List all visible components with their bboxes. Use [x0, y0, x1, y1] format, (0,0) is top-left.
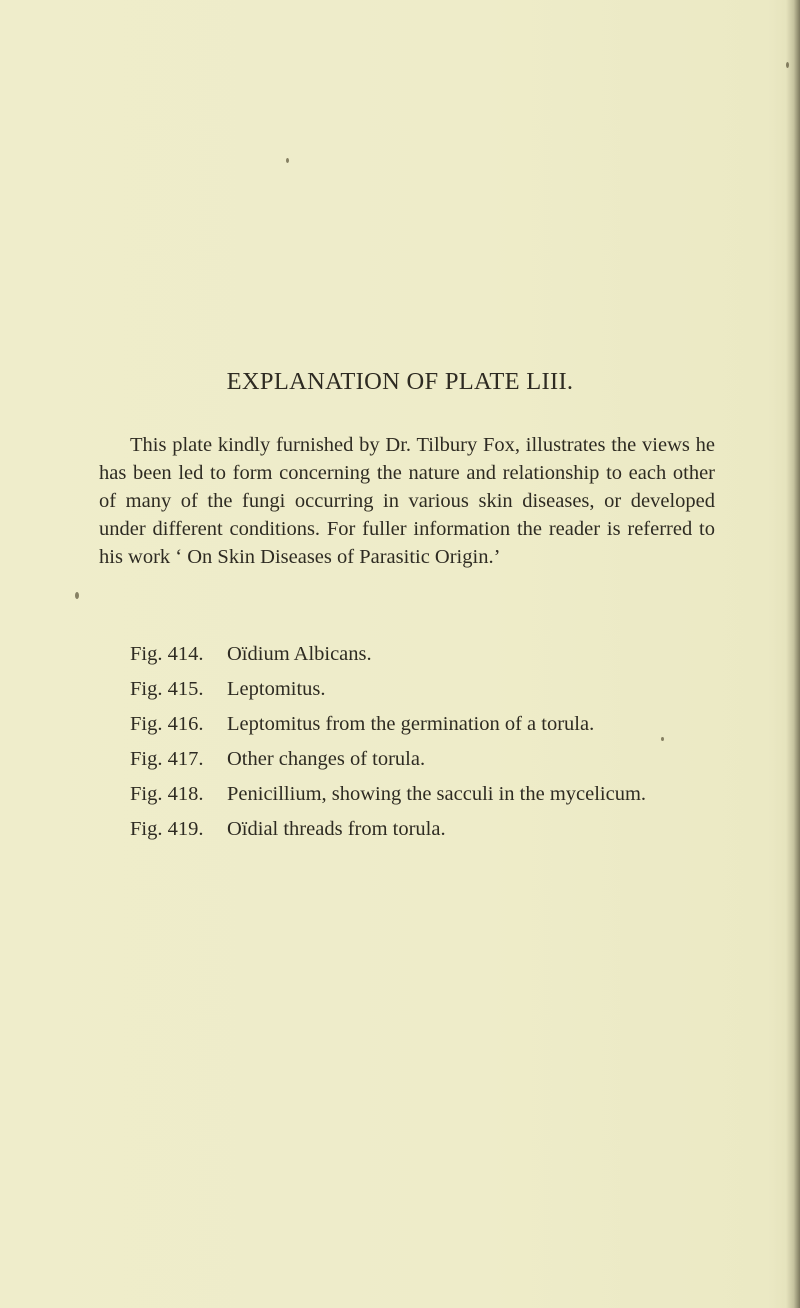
figure-number: Fig. 415. [130, 678, 204, 700]
figure-number: Fig. 416. [130, 713, 204, 735]
page-title: EXPLANATION OF PLATE LIII. [226, 368, 574, 395]
figure-caption: Leptomitus from the germination of a torula. [227, 713, 595, 735]
paper-speck [75, 592, 79, 599]
figure-caption: Leptomitus. [227, 678, 326, 700]
figure-list [130, 639, 646, 844]
page-edge-shadow [786, 0, 800, 1308]
figure-item [130, 709, 646, 739]
figure-item [130, 744, 646, 774]
figure-item [130, 779, 646, 809]
figure-item [130, 814, 646, 844]
figure-number: Fig. 417. [130, 748, 204, 770]
figure-number: Fig. 414. [130, 643, 204, 665]
figure-item [130, 639, 646, 669]
figure-caption: Oïdial threads from torula. [227, 818, 446, 840]
figure-number: Fig. 418. [130, 783, 204, 805]
figure-caption: Penicillium, showing the sacculi in the mycelicum. [227, 783, 647, 805]
paper-speck [661, 737, 664, 741]
intro-paragraph: This plate kindly furnished by Dr. Tilbury Fox, illustrates the views he has been led to form concerning the nature and relationship to each other of many of the fungi occurring in various skin diseases, or developed under different conditions. For fuller information the reader is referred to his work ‘ On Skin Diseases of Parasitic Origin.’ [99, 434, 715, 568]
figure-caption: Oïdium Albicans. [227, 643, 372, 665]
figure-number: Fig. 419. [130, 818, 204, 840]
figure-item [130, 674, 646, 704]
paper-speck [286, 158, 289, 163]
figure-caption: Other changes of torula. [227, 748, 426, 770]
paper-speck [786, 62, 789, 68]
